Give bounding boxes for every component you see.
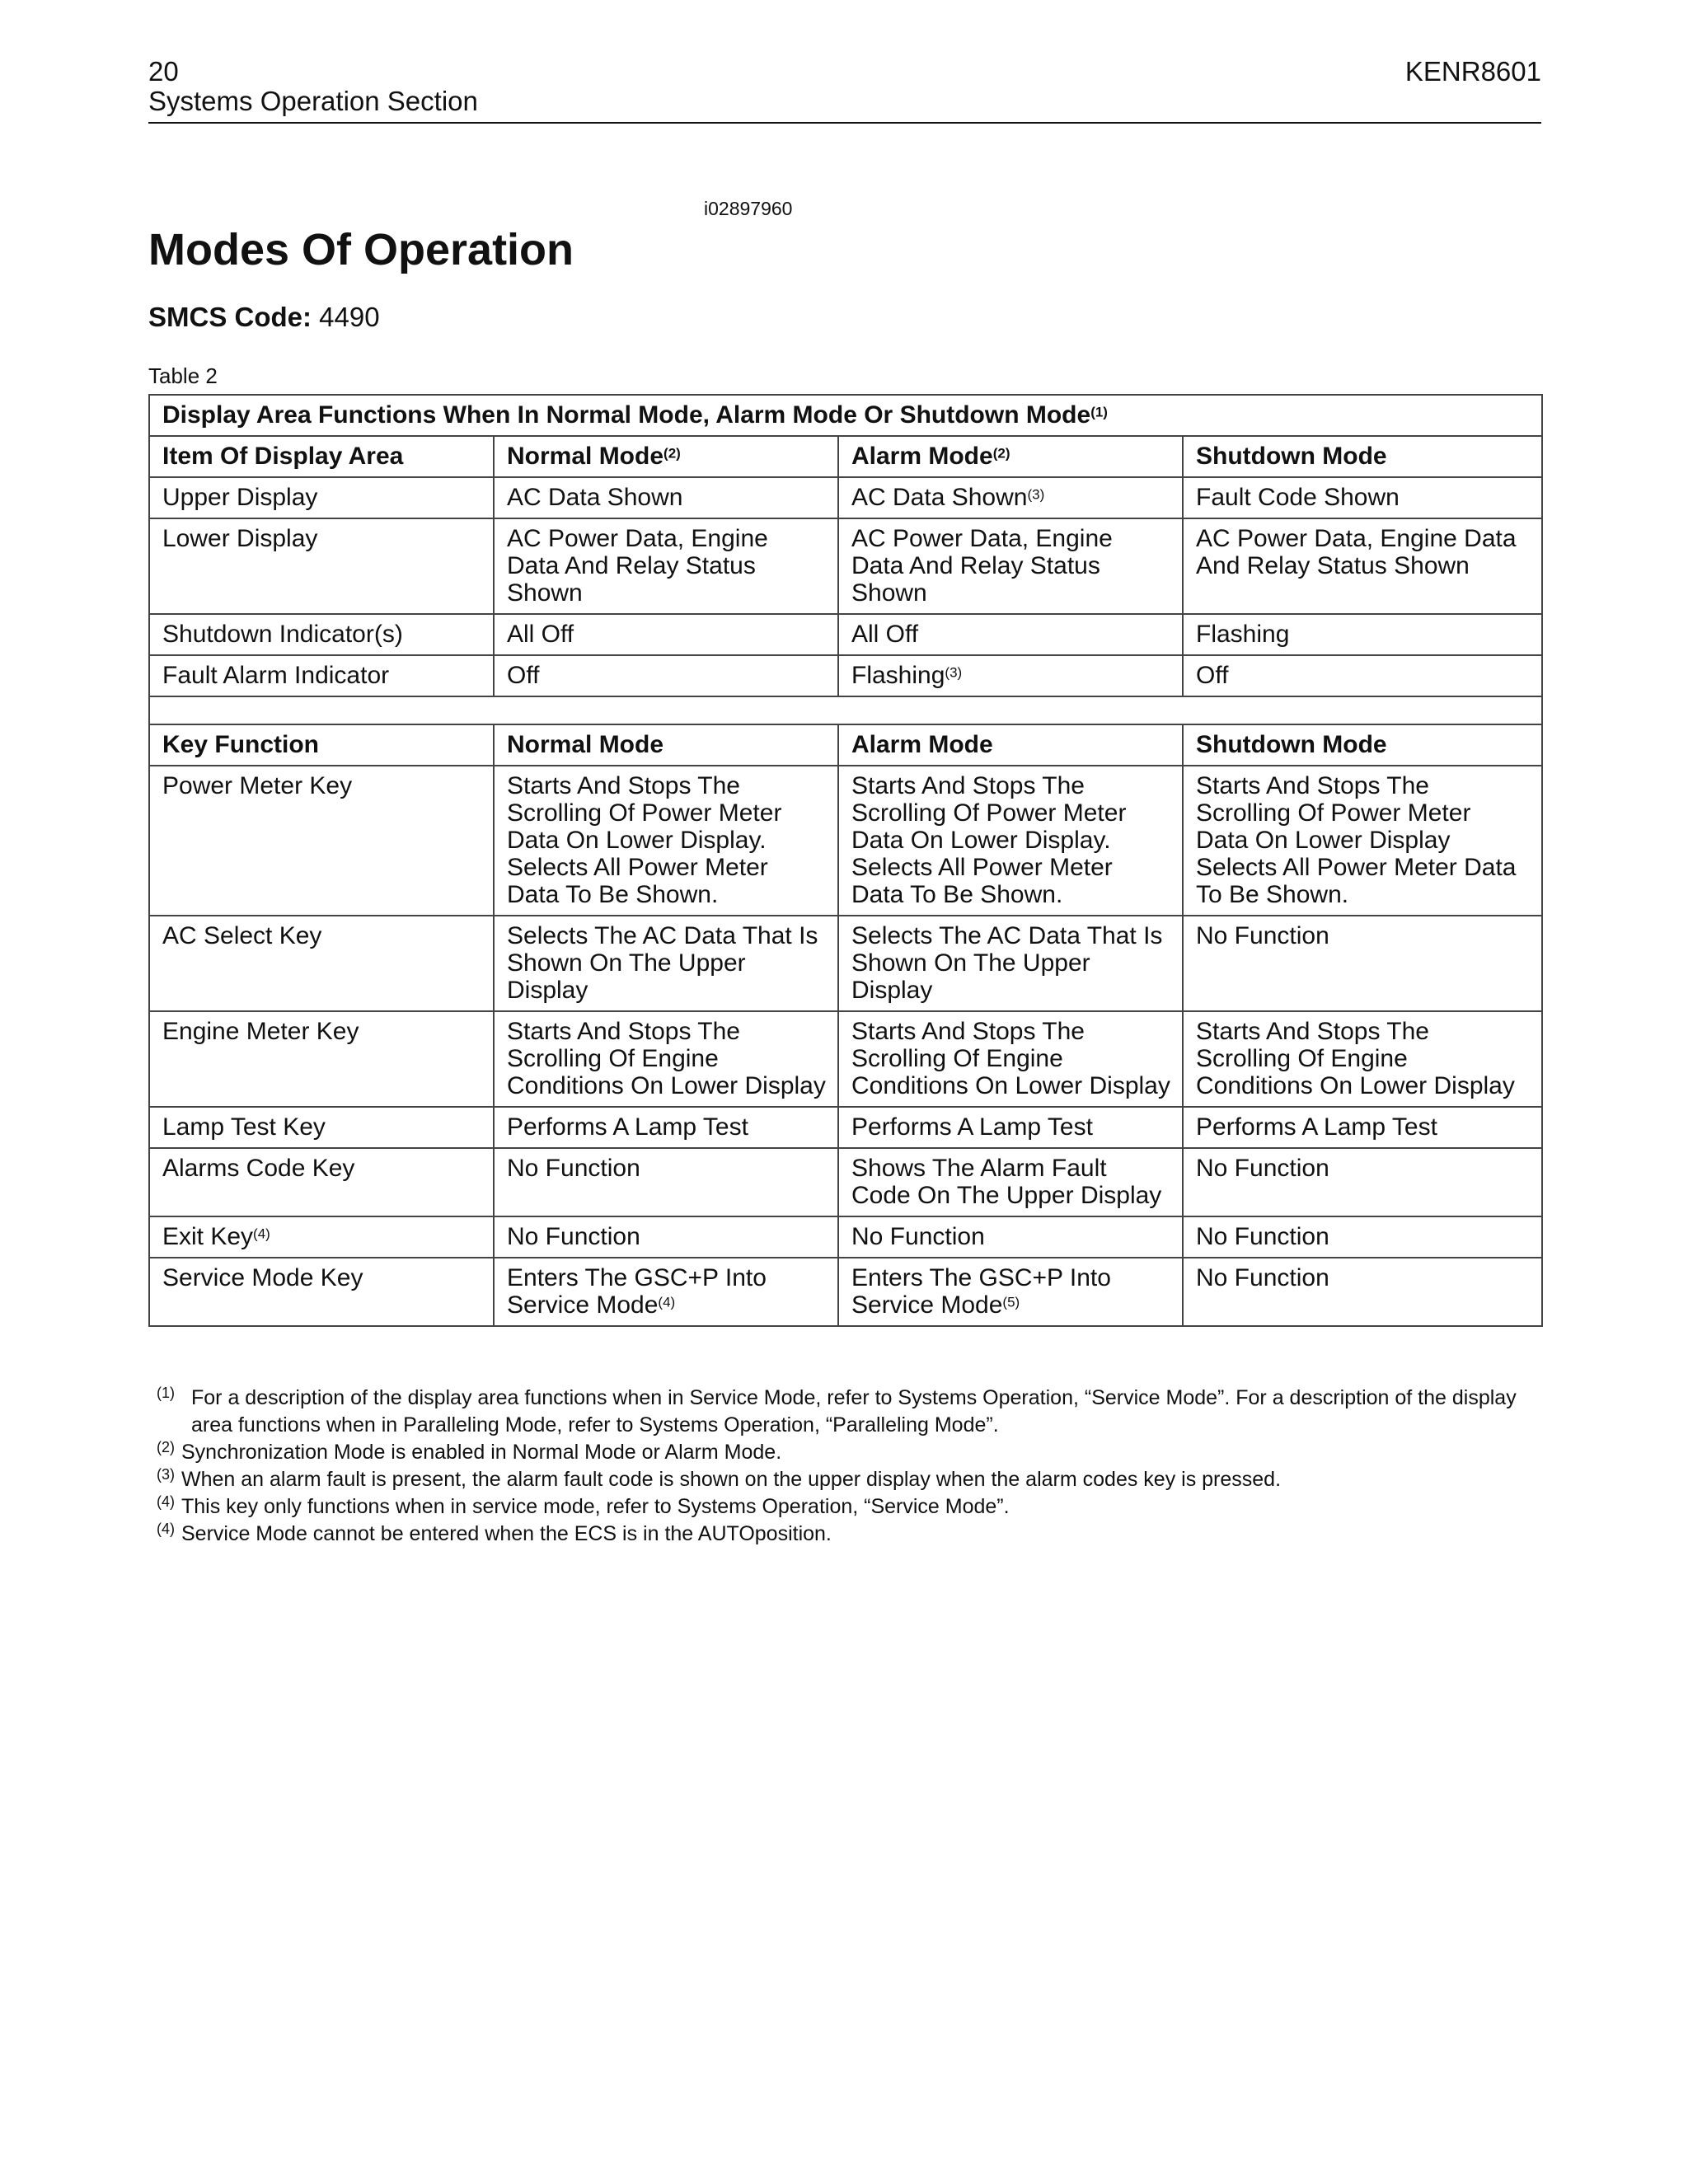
table-cell-text: AC Power Data, Engine Data And Relay Status Shown (507, 525, 768, 607)
table-cell-text: All Off (851, 621, 919, 648)
table-cell-text: Starts And Stops The Scrolling Of Power Meter Data On Lower Display Selects All Power Meter Data To Be Shown. (1196, 772, 1517, 908)
column-header (838, 724, 1183, 766)
table-row (149, 916, 1542, 1011)
table-cell-text: No Function (851, 1223, 985, 1250)
table-cell (1183, 1216, 1542, 1258)
table-cell-footnote-ref: (3) (945, 664, 963, 681)
table-row (149, 655, 1542, 696)
table-row (149, 1258, 1542, 1326)
section-title: Systems Operation Section (148, 86, 478, 116)
table-cell-text: Upper Display (162, 484, 318, 511)
table-cell (149, 655, 494, 696)
table-cell (494, 916, 838, 1011)
footnote-text: Service Mode cannot be entered when the ECS is in the AUTOposition. (181, 1522, 832, 1545)
table-row (149, 614, 1542, 655)
table-cell (838, 1258, 1183, 1326)
smcs-value: 4490 (319, 302, 380, 332)
table-cell (149, 1216, 494, 1258)
table-cell (838, 916, 1183, 1011)
table-cell (838, 518, 1183, 614)
table-cell (149, 766, 494, 916)
smcs-label: SMCS Code: (148, 302, 312, 332)
footnote-text: For a description of the display area functions when in Service Mode, refer to Systems Operation, “Service Mode”. For a description of the display area functions when in Paralleling Mode, refer to Systems Operation, “Paralleling Mode”. (191, 1386, 1517, 1436)
table-cell-footnote-ref: (4) (658, 1294, 676, 1310)
table-cell (494, 766, 838, 916)
table-title-footnote-ref: (1) (1090, 404, 1108, 420)
table-cell-text: Starts And Stops The Scrolling Of Power Meter Data On Lower Display. Selects All Power Meter Data To Be Shown. (507, 772, 782, 908)
table-row (149, 518, 1542, 614)
table-cell-text: Lamp Test Key (162, 1113, 326, 1141)
table-cell (494, 1011, 838, 1107)
table-cell-text: Off (507, 662, 540, 689)
table-cell (494, 655, 838, 696)
table-cell (1183, 1258, 1542, 1326)
table-cell-text: Shutdown Indicator(s) (162, 621, 403, 648)
footnote (157, 1466, 1541, 1493)
table-cell-text: Starts And Stops The Scrolling Of Engine Conditions On Lower Display (851, 1018, 1170, 1099)
table-cell-text: Off (1196, 662, 1229, 689)
table-cell-text: Fault Code Shown (1196, 484, 1400, 511)
table-caption: Table 2 (148, 363, 218, 388)
table-header-row (149, 436, 1542, 477)
column-header (149, 724, 494, 766)
column-header (494, 724, 838, 766)
table-cell-text: Power Meter Key (162, 772, 353, 799)
document-id: i02897960 (704, 198, 793, 219)
table-title-row (149, 395, 1542, 436)
footnote-number: (4) (157, 1493, 175, 1510)
table-cell-text: No Function (1196, 1155, 1329, 1182)
table-cell (838, 1107, 1183, 1148)
page-title: Modes Of Operation (148, 225, 574, 274)
footnote-number: (3) (157, 1466, 175, 1483)
table-title-text: Display Area Functions When In Normal Mode, Alarm Mode Or Shutdown Mode (162, 401, 1091, 429)
column-header-text: Normal Mode (507, 443, 664, 470)
table-cell-text: AC Data Shown (851, 484, 1028, 511)
table-cell-text: Starts And Stops The Scrolling Of Power Meter Data On Lower Display. Selects All Power Meter Data To Be Shown. (851, 772, 1127, 908)
table-cell (149, 614, 494, 655)
table-cell (494, 1107, 838, 1148)
table-cell-text: No Function (1196, 922, 1329, 949)
table-cell-footnote-ref: (4) (253, 1226, 270, 1242)
page-header (148, 54, 1541, 124)
table-title (149, 395, 1542, 436)
table-cell (1183, 1148, 1542, 1216)
table-cell (149, 1148, 494, 1216)
column-header (838, 436, 1183, 477)
table-cell-footnote-ref: (5) (1002, 1294, 1020, 1310)
table-cell (1183, 1107, 1542, 1148)
table-cell (494, 1148, 838, 1216)
smcs-code (148, 302, 380, 333)
table-cell-text: No Function (1196, 1264, 1329, 1291)
table-cell-text: Enters The GSC+P Into Service Mode (851, 1264, 1111, 1319)
table-cell (149, 477, 494, 518)
table-cell-text: Alarms Code Key (162, 1155, 355, 1182)
table-cell (838, 1216, 1183, 1258)
table-cell-text: Starts And Stops The Scrolling Of Engine Conditions On Lower Display (1196, 1018, 1515, 1099)
table-cell-text: Performs A Lamp Test (507, 1113, 748, 1141)
table-cell-text: Performs A Lamp Test (1196, 1113, 1437, 1141)
column-header (1183, 724, 1542, 766)
table-cell-text: Service Mode Key (162, 1264, 363, 1291)
table-spacer-cell (149, 696, 1542, 724)
modes-table (148, 394, 1543, 1327)
table-cell-text: Selects The AC Data That Is Shown On The Upper Display (851, 922, 1163, 1004)
footnote (157, 1439, 1541, 1466)
table-cell-text: Flashing (851, 662, 945, 689)
table-cell-text: All Off (507, 621, 574, 648)
table-cell-text: Performs A Lamp Test (851, 1113, 1093, 1141)
table-cell-footnote-ref: (3) (1027, 486, 1045, 503)
footnote-text: Synchronization Mode is enabled in Normal Mode or Alarm Mode. (181, 1441, 782, 1464)
column-header-text: Normal Mode (507, 731, 664, 758)
table-cell (838, 1148, 1183, 1216)
column-header (494, 436, 838, 477)
table-cell-text: No Function (507, 1155, 640, 1182)
column-header-text: Item Of Display Area (162, 443, 404, 470)
table-cell-text: Flashing (1196, 621, 1290, 648)
table-cell-text: AC Select Key (162, 922, 322, 949)
footnote-number: (1) (157, 1385, 175, 1401)
table-cell-text: Selects The AC Data That Is Shown On The Upper Display (507, 922, 818, 1004)
footnotes (157, 1385, 1541, 1548)
table-spacer-row (149, 696, 1542, 724)
table-row (149, 1216, 1542, 1258)
table-cell (838, 614, 1183, 655)
table-cell (149, 1011, 494, 1107)
table-cell (149, 1258, 494, 1326)
table-row (149, 1011, 1542, 1107)
column-header-text: Alarm Mode (851, 443, 993, 470)
table-row (149, 1107, 1542, 1148)
column-header-text: Key Function (162, 731, 320, 758)
table-cell (838, 1011, 1183, 1107)
footnote-number: (4) (157, 1521, 175, 1537)
table-cell-text: No Function (1196, 1223, 1329, 1250)
column-header-text: Alarm Mode (851, 731, 993, 758)
table-cell (1183, 766, 1542, 916)
column-header (1183, 436, 1542, 477)
footnote (157, 1521, 1541, 1548)
document-code: KENR8601 (1404, 56, 1541, 87)
table-cell (149, 916, 494, 1011)
table-cell (149, 1107, 494, 1148)
table-cell (1183, 518, 1542, 614)
footnote-number: (2) (157, 1439, 175, 1455)
table-cell (838, 655, 1183, 696)
footnote (157, 1493, 1541, 1521)
table-cell (494, 1216, 838, 1258)
column-header-text: Shutdown Mode (1196, 443, 1387, 470)
table-cell (1183, 916, 1542, 1011)
column-header (149, 436, 494, 477)
column-header-footnote-ref: (2) (992, 445, 1010, 462)
table-cell-text: AC Power Data, Engine Data And Relay Status Shown (1196, 525, 1517, 579)
table-cell (1183, 477, 1542, 518)
table-header-row (149, 724, 1542, 766)
column-header-footnote-ref: (2) (663, 445, 681, 462)
table-cell-text: Fault Alarm Indicator (162, 662, 390, 689)
footnote-text: This key only functions when in service mode, refer to Systems Operation, “Service Mode”. (181, 1495, 1010, 1518)
table-cell-text: Enters The GSC+P Into Service Mode (507, 1264, 767, 1319)
table-row (149, 1148, 1542, 1216)
table-cell-text: Lower Display (162, 525, 318, 552)
table-cell (1183, 614, 1542, 655)
table-cell-text: Engine Meter Key (162, 1018, 359, 1045)
footnote (157, 1385, 1541, 1439)
table-cell-text: AC Data Shown (507, 484, 683, 511)
table-cell (149, 518, 494, 614)
table-cell (494, 518, 838, 614)
footnote-text: When an alarm fault is present, the alarm fault code is shown on the upper display when the alarm codes key is pressed. (181, 1468, 1282, 1491)
table-cell-text: Starts And Stops The Scrolling Of Engine Conditions On Lower Display (507, 1018, 826, 1099)
table-row (149, 766, 1542, 916)
table-cell (838, 477, 1183, 518)
column-header-text: Shutdown Mode (1196, 731, 1387, 758)
table-cell (494, 614, 838, 655)
table-row (149, 477, 1542, 518)
page-number: 20 (148, 56, 179, 87)
table-cell (494, 1258, 838, 1326)
table-cell-text: Shows The Alarm Fault Code On The Upper Display (851, 1155, 1162, 1209)
table-cell (838, 766, 1183, 916)
table-cell (1183, 655, 1542, 696)
table-cell-text: AC Power Data, Engine Data And Relay Status Shown (851, 525, 1113, 607)
table-cell-text: No Function (507, 1223, 640, 1250)
table-cell (1183, 1011, 1542, 1107)
table-cell (494, 477, 838, 518)
table-cell-text: Exit Key (162, 1223, 254, 1250)
